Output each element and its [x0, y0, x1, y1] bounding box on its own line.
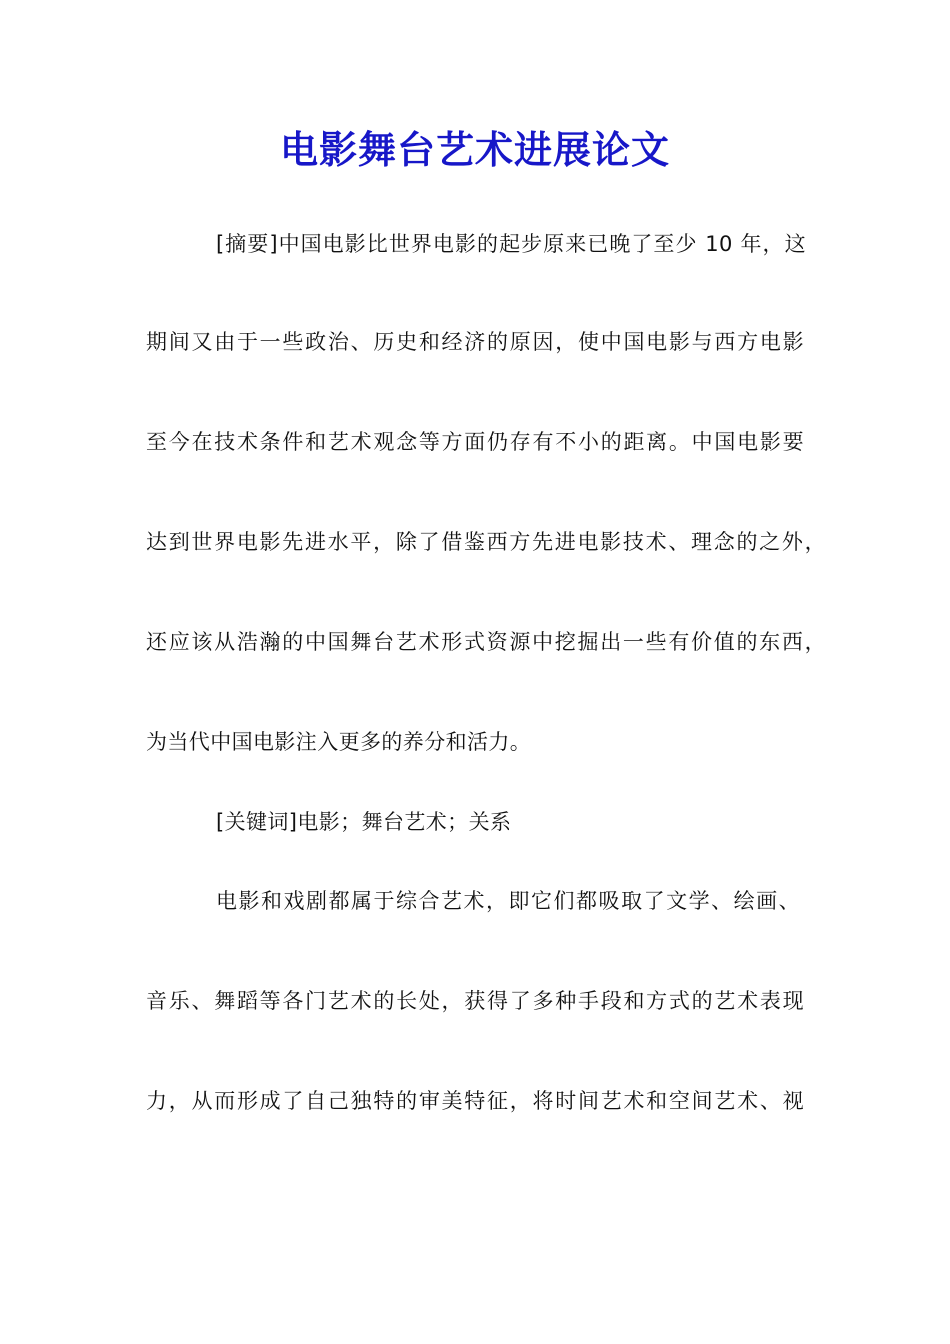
- body-line-2: 音乐、舞蹈等各门艺术的长处，获得了多种手段和方式的艺术表现: [146, 989, 804, 1013]
- body-line-3: 力，从而形成了自己独特的审美特征，将时间艺术和空间艺术、视: [146, 1089, 804, 1113]
- body-line-1: 电影和戏剧都属于综合艺术，即它们都吸取了文学、绘画、: [216, 889, 800, 913]
- abstract-line-4: 达到世界电影先进水平，除了借鉴西方先进电影技术、理念的之外，: [146, 530, 826, 554]
- abstract-line-3: 至今在技术条件和艺术观念等方面仍存有不小的距离。中国电影要: [146, 430, 804, 454]
- abstract-line-6: 为当代中国电影注入更多的养分和活力。: [146, 730, 532, 754]
- keywords-line: [关键词]电影；舞台艺术；关系: [216, 810, 512, 834]
- document-title: 电影舞台艺术进展论文: [279, 127, 670, 172]
- abstract-line-1: [摘要]中国电影比世界电影的起步原来已晚了至少 10 年，这: [216, 232, 806, 256]
- abstract-line-2: 期间又由于一些政治、历史和经济的原因，使中国电影与西方电影: [146, 330, 804, 354]
- abstract-line-5: 还应该从浩瀚的中国舞台艺术形式资源中挖掘出一些有价值的东西，: [146, 630, 826, 654]
